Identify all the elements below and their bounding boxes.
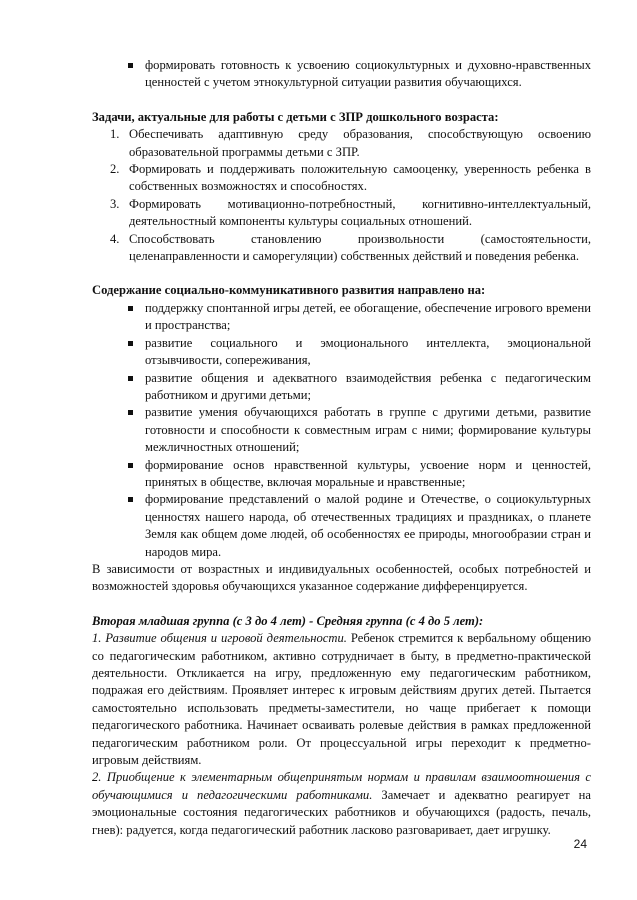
square-bullet-icon	[128, 463, 133, 468]
section-2-text: Замечает и адекватно реагирует на эмоциональные состояния педагогических работников и обучающихся (радость, печаль, гнев): радуется, когда педагогический работник ласково разговаривает, дает игрушку.	[92, 787, 592, 837]
tasks-list	[92, 126, 591, 265]
tasks-heading: Задачи, актуальные для работы с детьми с ЗПР дошкольного возраста:	[92, 109, 499, 124]
square-bullet-icon	[128, 63, 133, 68]
list-item: формирование основ нравственной культуры, усвоение норм и ценностей, принятых в обществе, включая моральные и нравственные;	[128, 457, 591, 492]
intro-bullet-list	[92, 57, 591, 92]
list-item: развитие умения обучающихся работать в группе с другими детьми, развитие готовности и способности к совместным играм с ними; формирование культуры межличностных отношений;	[128, 404, 591, 456]
list-item: 1. Обеспечивать адаптивную среду образования, способствующую освоению образовательной программы детьми с ЗПР.	[110, 127, 591, 159]
list-item: 3. Формировать мотивационно-потребностный, когнитивно-интеллектуальный, деятельностный компоненты культуры социальных отношений.	[110, 196, 591, 229]
content-heading: Содержание социально-коммуникативного развития направлено на:	[92, 283, 486, 298]
age-group-heading: Вторая младшая группа (с 3 до 4 лет) - Средняя группа (с 4 до 5 лет):	[92, 613, 484, 628]
section-2-title: 2. Приобщение к элементарным общепринятым нормам и правилам взаимоотношения с обучающимися и педагогическими работниками.	[92, 770, 591, 802]
square-bullet-icon	[128, 376, 133, 381]
square-bullet-icon	[128, 341, 133, 346]
list-item: развитие общения и адекватного взаимодействия ребенка с педагогическим работником и другими детьми;	[128, 370, 591, 405]
list-item: 2. Формировать и поддерживать положительную самооценку, уверенность ребенка в собственных возможностях и способностях.	[110, 162, 591, 194]
section-1-paragraph	[92, 630, 591, 769]
differentiation-paragraph: В зависимости от возрастных и индивидуальных особенностей, особых потребностей и возможностей здоровья обучающихся указанное содержание дифференцируется.	[92, 561, 591, 594]
list-item: 4. Способствовать становлению произвольности (самостоятельности, целенаправленности и саморегуляции) собственных действий и поведения ребенка.	[110, 231, 591, 264]
content-bullet-list	[92, 300, 591, 561]
square-bullet-icon	[128, 410, 133, 415]
square-bullet-icon	[128, 497, 133, 502]
list-item: формирование представлений о малой родине и Отечестве, о социокультурных ценностях нашего народа, об отечественных традициях и праздниках, о планете Земля как общем доме людей, об особенностях ее природы, многообразии стран и народов мира.	[128, 491, 591, 561]
list-item: формировать готовность к усвоению социокультурных и духовно-нравственных ценностей с учетом этнокультурной ситуации развития обучающихся.	[128, 57, 591, 92]
square-bullet-icon	[128, 306, 133, 311]
page-number: 24	[573, 837, 587, 851]
section-1-text: Ребенок стремится к вербальному общению со педагогическим работником, активно сотрудничает в быту, в предметно-практической деятельности. Откликается на игру, предложенную ему педагогическим работником, подражая его действиям. Проявляет интерес к игровым действиям других детей. Пытается самостоятельно использовать предметы-заместители, но чаще прибегает к помощи педагогического работника. Начинает осваивать ролевые действия в рамках предложенной педагогическим работником роли. От процессуальной игры переходит к предметно-игровым действиям.	[92, 631, 591, 768]
list-item: поддержку спонтанной игры детей, ее обогащение, обеспечение игрового времени и пространства;	[128, 300, 591, 335]
section-2-paragraph	[92, 769, 591, 839]
section-1-title: 1. Развитие общения и игровой деятельности.	[92, 631, 347, 646]
list-item: развитие социального и эмоционального интеллекта, эмоциональной отзывчивости, сопереживания,	[128, 335, 591, 370]
